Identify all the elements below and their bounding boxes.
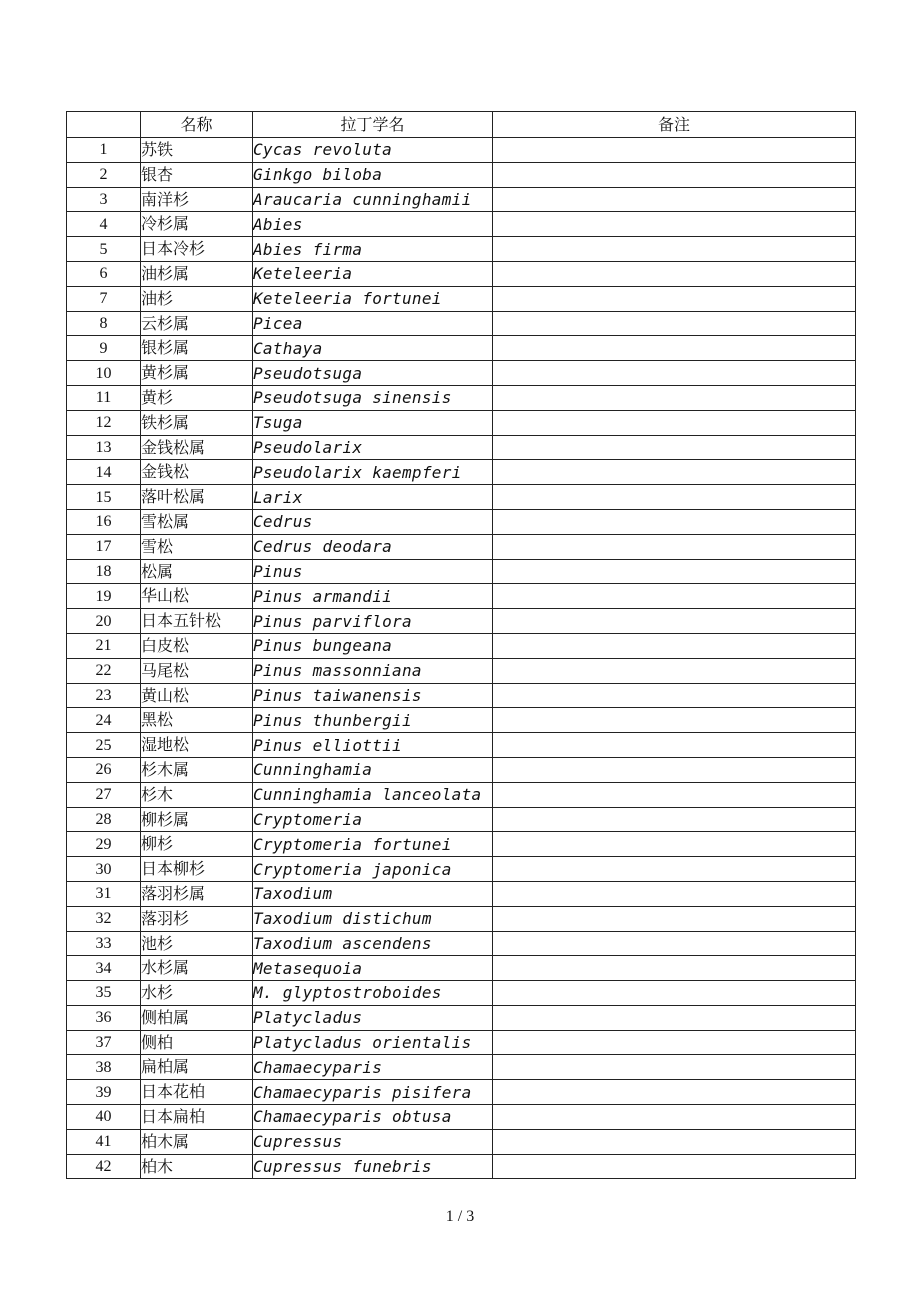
note-cell [493,609,856,634]
row-number: 11 [67,385,141,410]
table-row [67,733,856,758]
latin-name: Cunninghamia lanceolata [253,782,493,807]
latin-name: Taxodium ascendens [253,931,493,956]
note-cell [493,881,856,906]
note-cell [493,534,856,559]
note-cell [493,1080,856,1105]
row-number: 2 [67,162,141,187]
table-row [67,138,856,163]
table-row [67,832,856,857]
latin-name: Larix [253,485,493,510]
latin-name: Pinus [253,559,493,584]
header-name: 名称 [141,112,253,138]
header-number [67,112,141,138]
latin-name: Pseudolarix [253,435,493,460]
note-cell [493,757,856,782]
table-row [67,1055,856,1080]
chinese-name: 日本柳杉 [141,857,253,882]
chinese-name: 白皮松 [141,633,253,658]
note-cell [493,1055,856,1080]
row-number: 34 [67,956,141,981]
chinese-name: 黑松 [141,708,253,733]
row-number: 6 [67,261,141,286]
table-row [67,807,856,832]
latin-name: Picea [253,311,493,336]
note-cell [493,435,856,460]
note-cell [493,832,856,857]
note-cell [493,906,856,931]
row-number: 18 [67,559,141,584]
table-row [67,559,856,584]
latin-name: Cathaya [253,336,493,361]
chinese-name: 南洋杉 [141,187,253,212]
latin-name: Abies [253,212,493,237]
chinese-name: 扁柏属 [141,1055,253,1080]
note-cell [493,410,856,435]
chinese-name: 华山松 [141,584,253,609]
note-cell [493,708,856,733]
note-cell [493,733,856,758]
note-cell [493,485,856,510]
row-number: 16 [67,509,141,534]
note-cell [493,633,856,658]
chinese-name: 落叶松属 [141,485,253,510]
note-cell [493,807,856,832]
table-row [67,633,856,658]
chinese-name: 柳杉 [141,832,253,857]
latin-name: Cupressus [253,1129,493,1154]
latin-name: M. glyptostroboides [253,981,493,1006]
table-row [67,782,856,807]
table-row [67,1105,856,1130]
note-cell [493,237,856,262]
latin-name: Chamaecyparis pisifera [253,1080,493,1105]
latin-name: Cycas revoluta [253,138,493,163]
row-number: 5 [67,237,141,262]
row-number: 1 [67,138,141,163]
latin-name: Cupressus funebris [253,1154,493,1179]
latin-name: Pinus parviflora [253,609,493,634]
chinese-name: 柳杉属 [141,807,253,832]
chinese-name: 黄杉属 [141,361,253,386]
table-row [67,509,856,534]
table-row [67,485,856,510]
latin-name: Platycladus orientalis [253,1030,493,1055]
header-notes: 备注 [493,112,856,138]
latin-name: Taxodium [253,881,493,906]
latin-name: Cryptomeria [253,807,493,832]
note-cell [493,509,856,534]
table-row [67,683,856,708]
row-number: 35 [67,981,141,1006]
table-row [67,435,856,460]
chinese-name: 柏木 [141,1154,253,1179]
row-number: 15 [67,485,141,510]
chinese-name: 杉木属 [141,757,253,782]
row-number: 38 [67,1055,141,1080]
row-number: 10 [67,361,141,386]
chinese-name: 黄杉 [141,385,253,410]
row-number: 23 [67,683,141,708]
row-number: 31 [67,881,141,906]
row-number: 40 [67,1105,141,1130]
note-cell [493,162,856,187]
table-row [67,1030,856,1055]
page-number: 1 / 3 [445,1208,475,1225]
table-row [67,609,856,634]
row-number: 39 [67,1080,141,1105]
row-number: 28 [67,807,141,832]
note-cell [493,187,856,212]
chinese-name: 日本冷杉 [141,237,253,262]
note-cell [493,336,856,361]
row-number: 24 [67,708,141,733]
note-cell [493,658,856,683]
chinese-name: 云杉属 [141,311,253,336]
latin-name: Taxodium distichum [253,906,493,931]
table-row [67,410,856,435]
row-number: 36 [67,1005,141,1030]
row-number: 7 [67,286,141,311]
note-cell [493,385,856,410]
latin-name: Pseudotsuga [253,361,493,386]
chinese-name: 日本扁柏 [141,1105,253,1130]
note-cell [493,1005,856,1030]
latin-name: Pseudotsuga sinensis [253,385,493,410]
note-cell [493,559,856,584]
row-number: 27 [67,782,141,807]
table-row [67,336,856,361]
chinese-name: 杉木 [141,782,253,807]
latin-name: Araucaria cunninghamii [253,187,493,212]
chinese-name: 日本五针松 [141,609,253,634]
table-row [67,1080,856,1105]
latin-name: Cedrus deodara [253,534,493,559]
chinese-name: 池杉 [141,931,253,956]
note-cell [493,1154,856,1179]
table-row [67,162,856,187]
note-cell [493,931,856,956]
table-row [67,708,856,733]
note-cell [493,981,856,1006]
latin-name: Cedrus [253,509,493,534]
table-row [67,981,856,1006]
row-number: 12 [67,410,141,435]
latin-name: Cunninghamia [253,757,493,782]
chinese-name: 银杏 [141,162,253,187]
chinese-name: 落羽杉 [141,906,253,931]
table-row [67,534,856,559]
latin-name: Tsuga [253,410,493,435]
row-number: 37 [67,1030,141,1055]
table-row [67,385,856,410]
latin-name: Pinus taiwanensis [253,683,493,708]
latin-name: Cryptomeria japonica [253,857,493,882]
latin-name: Pinus thunbergii [253,708,493,733]
chinese-name: 柏木属 [141,1129,253,1154]
table-row [67,906,856,931]
row-number: 29 [67,832,141,857]
row-number: 20 [67,609,141,634]
table-row [67,286,856,311]
table-row [67,956,856,981]
chinese-name: 水杉 [141,981,253,1006]
table-body [67,138,856,1179]
table-row [67,931,856,956]
table-row [67,881,856,906]
row-number: 13 [67,435,141,460]
table-row [67,311,856,336]
note-cell [493,261,856,286]
table-row [67,261,856,286]
table-row [67,1005,856,1030]
chinese-name: 银杉属 [141,336,253,361]
row-number: 8 [67,311,141,336]
header-latin-name: 拉丁学名 [253,112,493,138]
row-number: 9 [67,336,141,361]
chinese-name: 日本花柏 [141,1080,253,1105]
chinese-name: 金钱松 [141,460,253,485]
latin-name: Ginkgo biloba [253,162,493,187]
table-row [67,1129,856,1154]
chinese-name: 雪松 [141,534,253,559]
note-cell [493,782,856,807]
latin-name: Pinus bungeana [253,633,493,658]
note-cell [493,1030,856,1055]
chinese-name: 湿地松 [141,733,253,758]
row-number: 33 [67,931,141,956]
latin-name: Pinus elliottii [253,733,493,758]
latin-name: Pinus armandii [253,584,493,609]
latin-name: Cryptomeria fortunei [253,832,493,857]
chinese-name: 侧柏属 [141,1005,253,1030]
latin-name: Keteleeria [253,261,493,286]
latin-name: Pseudolarix kaempferi [253,460,493,485]
chinese-name: 松属 [141,559,253,584]
table-row [67,658,856,683]
row-number: 32 [67,906,141,931]
row-number: 22 [67,658,141,683]
species-table [66,111,856,1179]
chinese-name: 冷杉属 [141,212,253,237]
chinese-name: 金钱松属 [141,435,253,460]
latin-name: Keteleeria fortunei [253,286,493,311]
row-number: 3 [67,187,141,212]
table-row [67,1154,856,1179]
note-cell [493,460,856,485]
note-cell [493,286,856,311]
note-cell [493,683,856,708]
table-row [67,212,856,237]
note-cell [493,857,856,882]
table-header-row [67,112,856,138]
chinese-name: 侧柏 [141,1030,253,1055]
table-row [67,187,856,212]
chinese-name: 马尾松 [141,658,253,683]
note-cell [493,361,856,386]
row-number: 14 [67,460,141,485]
latin-name: Platycladus [253,1005,493,1030]
table-row [67,757,856,782]
row-number: 19 [67,584,141,609]
row-number: 30 [67,857,141,882]
chinese-name: 雪松属 [141,509,253,534]
table-row [67,361,856,386]
chinese-name: 黄山松 [141,683,253,708]
row-number: 21 [67,633,141,658]
note-cell [493,212,856,237]
latin-name: Abies firma [253,237,493,262]
latin-name: Chamaecyparis [253,1055,493,1080]
latin-name: Metasequoia [253,956,493,981]
row-number: 4 [67,212,141,237]
note-cell [493,1105,856,1130]
chinese-name: 水杉属 [141,956,253,981]
table-row [67,584,856,609]
row-number: 41 [67,1129,141,1154]
chinese-name: 油杉属 [141,261,253,286]
note-cell [493,584,856,609]
row-number: 42 [67,1154,141,1179]
table-row [67,857,856,882]
note-cell [493,956,856,981]
table-row [67,237,856,262]
chinese-name: 落羽杉属 [141,881,253,906]
chinese-name: 苏铁 [141,138,253,163]
chinese-name: 铁杉属 [141,410,253,435]
latin-name: Chamaecyparis obtusa [253,1105,493,1130]
chinese-name: 油杉 [141,286,253,311]
table-row [67,460,856,485]
note-cell [493,138,856,163]
note-cell [493,311,856,336]
latin-name: Pinus massonniana [253,658,493,683]
note-cell [493,1129,856,1154]
row-number: 17 [67,534,141,559]
row-number: 26 [67,757,141,782]
row-number: 25 [67,733,141,758]
